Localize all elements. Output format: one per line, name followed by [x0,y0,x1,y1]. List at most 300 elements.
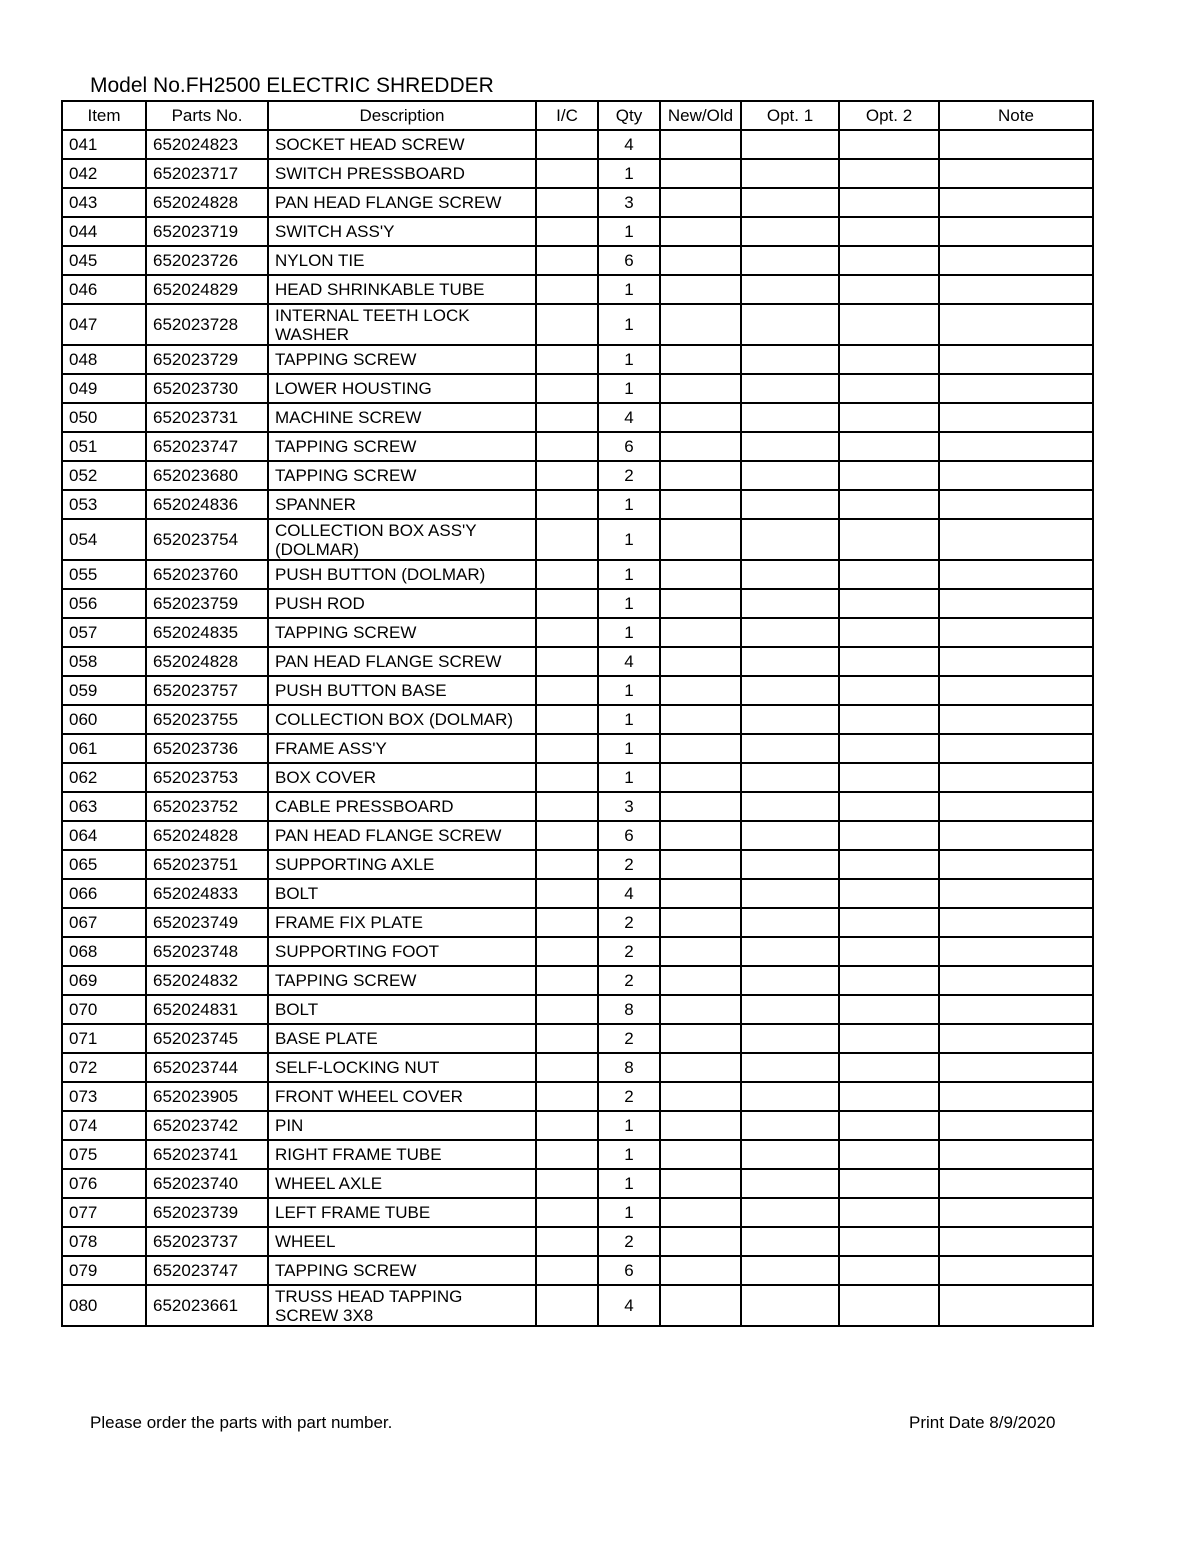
qty-cell: 3 [598,792,660,821]
qty-cell: 1 [598,589,660,618]
opt-1-cell [741,1198,839,1227]
note-cell [939,519,1093,560]
table-row [62,217,1093,246]
description-cell: TAPPING SCREW [268,345,536,374]
table-row [62,1082,1093,1111]
qty-cell: 6 [598,246,660,275]
ic-cell [536,676,598,705]
qty-cell: 1 [598,676,660,705]
qty-cell: 1 [598,1198,660,1227]
item-cell: 062 [62,763,146,792]
item-cell: 067 [62,908,146,937]
ic-cell [536,1111,598,1140]
opt-1-cell [741,821,839,850]
table-row [62,1111,1093,1140]
part-number-cell: 652023719 [146,217,268,246]
opt-2-cell [839,1053,939,1082]
opt-2-cell [839,159,939,188]
new-old-cell [660,1111,741,1140]
new-old-cell [660,1256,741,1285]
qty-cell: 4 [598,879,660,908]
description-cell: COLLECTION BOX ASS'Y (DOLMAR) [268,519,536,560]
opt-1-cell [741,618,839,647]
note-cell [939,560,1093,589]
opt-2-cell [839,676,939,705]
qty-cell: 8 [598,995,660,1024]
new-old-cell [660,937,741,966]
part-number-cell: 652024833 [146,879,268,908]
opt-1-cell [741,188,839,217]
ic-cell [536,647,598,676]
item-cell: 045 [62,246,146,275]
table-row [62,403,1093,432]
opt-1-cell [741,937,839,966]
description-cell: PAN HEAD FLANGE SCREW [268,188,536,217]
ic-cell [536,734,598,763]
note-cell [939,246,1093,275]
ic-cell [536,519,598,560]
item-cell: 060 [62,705,146,734]
qty-cell: 1 [598,159,660,188]
column-header-qty: Qty [598,101,660,130]
column-header-new-old: New/Old [660,101,741,130]
description-cell: FRAME FIX PLATE [268,908,536,937]
qty-cell: 1 [598,1140,660,1169]
table-row [62,246,1093,275]
qty-cell: 6 [598,432,660,461]
parts-table [61,100,1094,1327]
new-old-cell [660,1140,741,1169]
ic-cell [536,1053,598,1082]
qty-cell: 1 [598,490,660,519]
new-old-cell [660,560,741,589]
description-cell: PAN HEAD FLANGE SCREW [268,821,536,850]
note-cell [939,1053,1093,1082]
item-cell: 049 [62,374,146,403]
item-cell: 048 [62,345,146,374]
opt-2-cell [839,705,939,734]
table-row [62,705,1093,734]
new-old-cell [660,1024,741,1053]
opt-2-cell [839,966,939,995]
part-number-cell: 652023757 [146,676,268,705]
ic-cell [536,490,598,519]
table-row [62,519,1093,560]
note-cell [939,1256,1093,1285]
table-row [62,461,1093,490]
description-cell: LOWER HOUSTING [268,374,536,403]
item-cell: 065 [62,850,146,879]
column-header-note: Note [939,101,1093,130]
part-number-cell: 652023753 [146,763,268,792]
note-cell [939,647,1093,676]
qty-cell: 2 [598,1082,660,1111]
qty-cell: 2 [598,1227,660,1256]
new-old-cell [660,403,741,432]
part-number-cell: 652024836 [146,490,268,519]
opt-1-cell [741,1082,839,1111]
header-row [62,101,1093,130]
opt-2-cell [839,1227,939,1256]
description-cell: SUPPORTING FOOT [268,937,536,966]
ic-cell [536,246,598,275]
table-row [62,937,1093,966]
new-old-cell [660,246,741,275]
new-old-cell [660,966,741,995]
opt-1-cell [741,850,839,879]
item-cell: 043 [62,188,146,217]
new-old-cell [660,1198,741,1227]
note-cell [939,461,1093,490]
note-cell [939,1285,1093,1326]
description-cell: TAPPING SCREW [268,618,536,647]
part-number-cell: 652023730 [146,374,268,403]
column-header-opt-1: Opt. 1 [741,101,839,130]
opt-1-cell [741,734,839,763]
item-cell: 076 [62,1169,146,1198]
description-cell: SELF-LOCKING NUT [268,1053,536,1082]
description-cell: PUSH ROD [268,589,536,618]
table-row [62,1169,1093,1198]
qty-cell: 1 [598,1111,660,1140]
description-cell: PUSH BUTTON BASE [268,676,536,705]
qty-cell: 4 [598,403,660,432]
opt-1-cell [741,763,839,792]
item-cell: 041 [62,130,146,159]
table-row [62,345,1093,374]
description-cell: PUSH BUTTON (DOLMAR) [268,560,536,589]
item-cell: 080 [62,1285,146,1326]
ic-cell [536,560,598,589]
part-number-cell: 652023752 [146,792,268,821]
opt-2-cell [839,734,939,763]
description-cell: CABLE PRESSBOARD [268,792,536,821]
table-row [62,1227,1093,1256]
note-cell [939,589,1093,618]
part-number-cell: 652024831 [146,995,268,1024]
description-cell: SUPPORTING AXLE [268,850,536,879]
ic-cell [536,589,598,618]
table-row [62,647,1093,676]
item-cell: 042 [62,159,146,188]
opt-2-cell [839,647,939,676]
part-number-cell: 652023661 [146,1285,268,1326]
qty-cell: 2 [598,966,660,995]
opt-2-cell [839,461,939,490]
opt-2-cell [839,304,939,345]
new-old-cell [660,345,741,374]
part-number-cell: 652023751 [146,850,268,879]
note-cell [939,966,1093,995]
table-row [62,763,1093,792]
description-cell: TRUSS HEAD TAPPING SCREW 3X8 [268,1285,536,1326]
note-cell [939,432,1093,461]
item-cell: 066 [62,879,146,908]
item-cell: 059 [62,676,146,705]
part-number-cell: 652023905 [146,1082,268,1111]
table-row [62,432,1093,461]
item-cell: 054 [62,519,146,560]
note-cell [939,821,1093,850]
note-cell [939,618,1093,647]
opt-2-cell [839,618,939,647]
part-number-cell: 652023736 [146,734,268,763]
item-cell: 061 [62,734,146,763]
ic-cell [536,821,598,850]
item-cell: 075 [62,1140,146,1169]
item-cell: 050 [62,403,146,432]
ic-cell [536,217,598,246]
part-number-cell: 652023747 [146,432,268,461]
part-number-cell: 652023731 [146,403,268,432]
opt-1-cell [741,676,839,705]
note-cell [939,374,1093,403]
opt-2-cell [839,188,939,217]
description-cell: HEAD SHRINKABLE TUBE [268,275,536,304]
opt-1-cell [741,1169,839,1198]
qty-cell: 1 [598,519,660,560]
opt-2-cell [839,275,939,304]
part-number-cell: 652024828 [146,188,268,217]
new-old-cell [660,1285,741,1326]
part-number-cell: 652023741 [146,1140,268,1169]
description-cell: PAN HEAD FLANGE SCREW [268,647,536,676]
note-cell [939,763,1093,792]
new-old-cell [660,304,741,345]
part-number-cell: 652023717 [146,159,268,188]
note-cell [939,879,1093,908]
table-row [62,130,1093,159]
new-old-cell [660,995,741,1024]
ic-cell [536,879,598,908]
table-row [62,304,1093,345]
item-cell: 069 [62,966,146,995]
part-number-cell: 652023749 [146,908,268,937]
item-cell: 055 [62,560,146,589]
table-row [62,908,1093,937]
item-cell: 063 [62,792,146,821]
description-cell: WHEEL [268,1227,536,1256]
new-old-cell [660,432,741,461]
opt-1-cell [741,217,839,246]
note-cell [939,1024,1093,1053]
opt-1-cell [741,304,839,345]
new-old-cell [660,618,741,647]
table-row [62,1140,1093,1169]
opt-1-cell [741,345,839,374]
opt-2-cell [839,1024,939,1053]
note-cell [939,908,1093,937]
opt-2-cell [839,1082,939,1111]
table-row [62,159,1093,188]
new-old-cell [660,490,741,519]
item-cell: 079 [62,1256,146,1285]
document-title: Model No.FH2500 ELECTRIC SHREDDER [90,74,494,97]
opt-2-cell [839,432,939,461]
note-cell [939,1140,1093,1169]
column-header-description: Description [268,101,536,130]
new-old-cell [660,159,741,188]
part-number-cell: 652023729 [146,345,268,374]
opt-1-cell [741,519,839,560]
qty-cell: 1 [598,275,660,304]
qty-cell: 1 [598,345,660,374]
qty-cell: 1 [598,618,660,647]
table-row [62,1053,1093,1082]
description-cell: TAPPING SCREW [268,966,536,995]
qty-cell: 1 [598,304,660,345]
note-cell [939,217,1093,246]
note-cell [939,1082,1093,1111]
description-cell: SOCKET HEAD SCREW [268,130,536,159]
note-cell [939,734,1093,763]
table-row [62,676,1093,705]
note-cell [939,1198,1093,1227]
opt-2-cell [839,490,939,519]
table-row [62,792,1093,821]
opt-1-cell [741,966,839,995]
new-old-cell [660,589,741,618]
description-cell: COLLECTION BOX (DOLMAR) [268,705,536,734]
opt-1-cell [741,1053,839,1082]
part-number-cell: 652023759 [146,589,268,618]
ic-cell [536,1285,598,1326]
qty-cell: 3 [598,188,660,217]
description-cell: SWITCH ASS'Y [268,217,536,246]
opt-2-cell [839,589,939,618]
note-cell [939,937,1093,966]
qty-cell: 6 [598,1256,660,1285]
note-cell [939,159,1093,188]
part-number-cell: 652024829 [146,275,268,304]
qty-cell: 1 [598,1169,660,1198]
opt-1-cell [741,432,839,461]
qty-cell: 2 [598,850,660,879]
note-cell [939,403,1093,432]
description-cell: TAPPING SCREW [268,432,536,461]
item-cell: 051 [62,432,146,461]
opt-2-cell [839,1256,939,1285]
note-cell [939,490,1093,519]
description-cell: PIN [268,1111,536,1140]
opt-2-cell [839,908,939,937]
note-cell [939,1111,1093,1140]
qty-cell: 4 [598,130,660,159]
ic-cell [536,374,598,403]
new-old-cell [660,1227,741,1256]
part-number-cell: 652024823 [146,130,268,159]
column-header-opt-2: Opt. 2 [839,101,939,130]
item-cell: 057 [62,618,146,647]
qty-cell: 2 [598,461,660,490]
opt-2-cell [839,937,939,966]
opt-1-cell [741,1111,839,1140]
ic-cell [536,1169,598,1198]
part-number-cell: 652023742 [146,1111,268,1140]
qty-cell: 2 [598,908,660,937]
table-row [62,966,1093,995]
description-cell: SPANNER [268,490,536,519]
description-cell: BOX COVER [268,763,536,792]
ic-cell [536,275,598,304]
ic-cell [536,130,598,159]
item-cell: 046 [62,275,146,304]
new-old-cell [660,850,741,879]
ic-cell [536,1140,598,1169]
part-number-cell: 652023740 [146,1169,268,1198]
description-cell: RIGHT FRAME TUBE [268,1140,536,1169]
new-old-cell [660,1053,741,1082]
new-old-cell [660,676,741,705]
description-cell: NYLON TIE [268,246,536,275]
part-number-cell: 652023680 [146,461,268,490]
part-number-cell: 652023754 [146,519,268,560]
opt-2-cell [839,879,939,908]
opt-2-cell [839,792,939,821]
ic-cell [536,159,598,188]
new-old-cell [660,188,741,217]
qty-cell: 1 [598,217,660,246]
description-cell: TAPPING SCREW [268,1256,536,1285]
note-cell [939,1227,1093,1256]
opt-2-cell [839,374,939,403]
table-row [62,850,1093,879]
opt-2-cell [839,217,939,246]
ic-cell [536,1024,598,1053]
part-number-cell: 652023728 [146,304,268,345]
table-row [62,374,1093,403]
item-cell: 047 [62,304,146,345]
qty-cell: 4 [598,647,660,676]
item-cell: 064 [62,821,146,850]
qty-cell: 1 [598,763,660,792]
opt-2-cell [839,519,939,560]
description-cell: LEFT FRAME TUBE [268,1198,536,1227]
opt-2-cell [839,1169,939,1198]
opt-2-cell [839,850,939,879]
table-row [62,1285,1093,1326]
description-cell: TAPPING SCREW [268,461,536,490]
opt-2-cell [839,560,939,589]
new-old-cell [660,879,741,908]
qty-cell: 2 [598,1024,660,1053]
qty-cell: 8 [598,1053,660,1082]
ic-cell [536,995,598,1024]
new-old-cell [660,734,741,763]
new-old-cell [660,1082,741,1111]
new-old-cell [660,792,741,821]
new-old-cell [660,763,741,792]
ic-cell [536,403,598,432]
opt-1-cell [741,1285,839,1326]
description-cell: INTERNAL TEETH LOCK WASHER [268,304,536,345]
new-old-cell [660,1169,741,1198]
opt-2-cell [839,1285,939,1326]
opt-1-cell [741,705,839,734]
table-row [62,618,1093,647]
part-number-cell: 652023748 [146,937,268,966]
ic-cell [536,792,598,821]
ic-cell [536,705,598,734]
opt-2-cell [839,246,939,275]
table-row [62,1024,1093,1053]
note-cell [939,275,1093,304]
description-cell: FRONT WHEEL COVER [268,1082,536,1111]
table-row [62,1198,1093,1227]
new-old-cell [660,217,741,246]
ic-cell [536,966,598,995]
new-old-cell [660,908,741,937]
